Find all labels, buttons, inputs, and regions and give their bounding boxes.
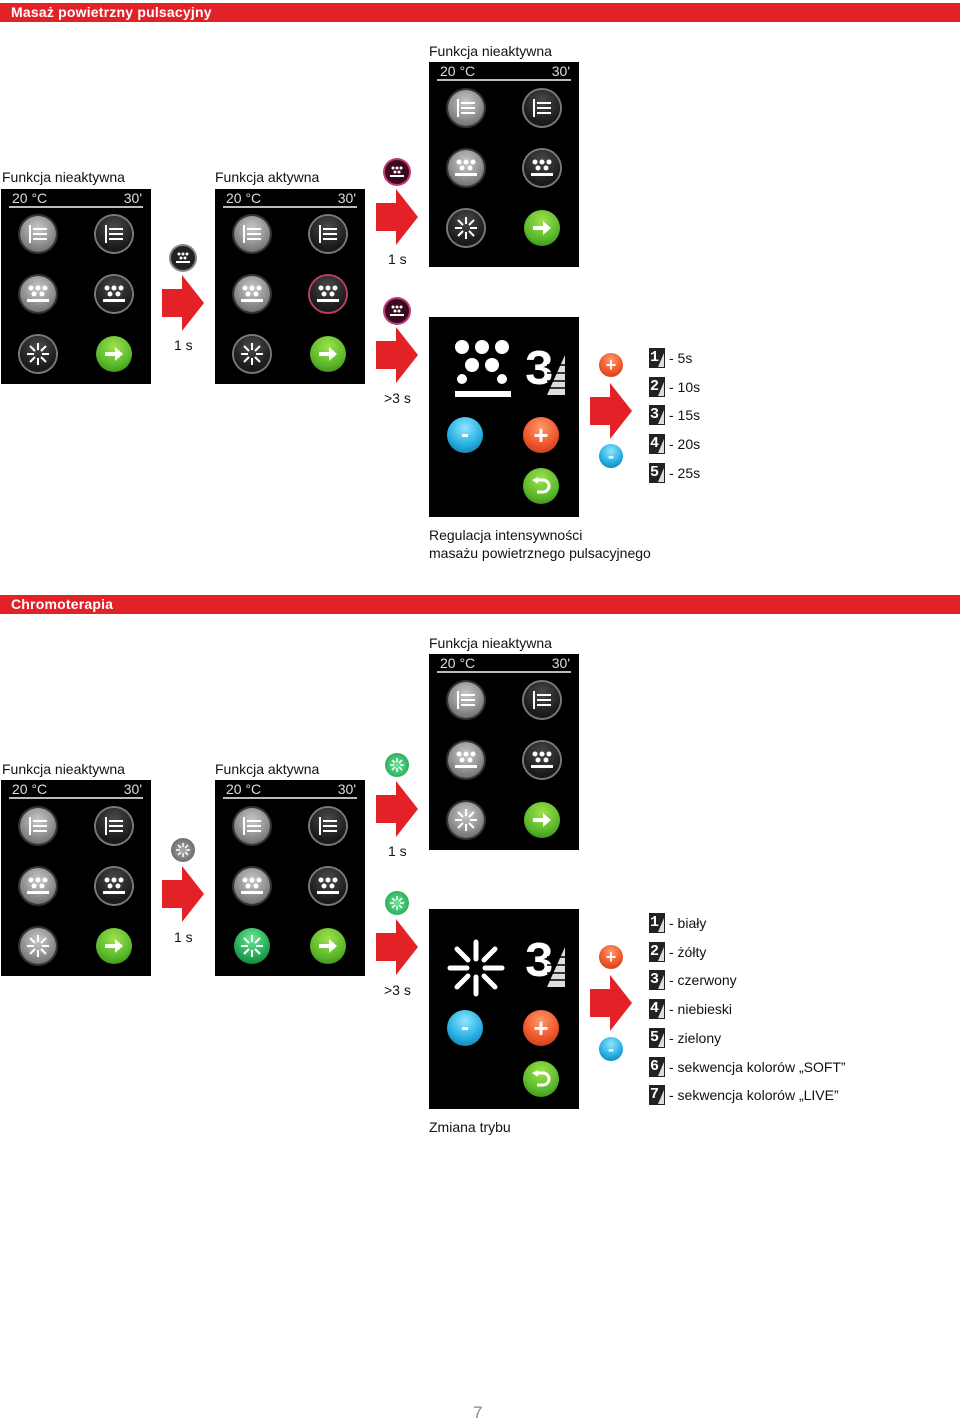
step-duration: 1 s <box>174 929 193 945</box>
minus-icon: - <box>461 421 469 448</box>
panel-header <box>215 780 365 799</box>
header-divider <box>437 671 571 673</box>
waterfall-active-button[interactable] <box>524 682 560 718</box>
legend-text: - niebieski <box>669 1001 733 1018</box>
legend-item <box>649 942 706 962</box>
air-massage-active-button[interactable] <box>524 742 560 778</box>
level-number-icon: 1 <box>649 913 665 933</box>
air-massage-small-active-icon <box>385 299 409 323</box>
light-large-icon <box>447 939 505 997</box>
time-readout: 30' <box>551 63 570 79</box>
light-small-active-icon <box>385 753 409 777</box>
level-number-icon: 3 <box>649 970 665 990</box>
level-number-icon: 2 <box>649 942 665 962</box>
next-button[interactable] <box>310 928 346 964</box>
level-number-icon: 4 <box>649 999 665 1019</box>
panel-label-left: Funkcja nieaktywna <box>2 761 125 777</box>
decrease-button[interactable] <box>447 417 483 453</box>
arrow-right-icon <box>318 938 338 954</box>
legend-item <box>649 377 700 397</box>
air-massage-icon <box>26 876 50 896</box>
panel-label-top: Funkcja nieaktywna <box>429 635 552 651</box>
return-icon <box>531 1070 551 1088</box>
step-duration: 1 s <box>174 337 193 353</box>
light-icon <box>26 342 50 366</box>
waterfall-button[interactable] <box>234 808 270 844</box>
plus-icon: + <box>605 946 617 967</box>
intensity-panel <box>429 317 579 517</box>
time-readout: 30' <box>123 190 142 206</box>
next-button[interactable] <box>96 928 132 964</box>
air-massage-active-button[interactable] <box>524 150 560 186</box>
air-massage-small-active-icon <box>385 160 409 184</box>
legend-text: - biały <box>669 915 707 931</box>
legend-text: - żółty <box>669 943 707 960</box>
air-massage-icon <box>240 284 264 304</box>
legend-text: - 5s <box>669 350 693 366</box>
page-number: 7 <box>473 1403 483 1422</box>
mode-panel <box>429 909 579 1109</box>
legend-item <box>649 1028 721 1048</box>
light-button[interactable] <box>448 210 484 246</box>
waterfall-active-icon <box>531 691 553 709</box>
section-title: Masaż powietrzny pulsacyjny <box>11 4 212 20</box>
light-icon <box>26 934 50 958</box>
level-digit: 3 <box>524 343 555 400</box>
level-number-icon: 5 <box>649 463 665 483</box>
air-massage-icon <box>240 876 264 896</box>
light-button[interactable] <box>448 802 484 838</box>
waterfall-active-icon <box>317 817 339 835</box>
arrow-right-icon <box>376 327 418 383</box>
waterfall-icon <box>27 817 49 835</box>
minus-icon: - <box>608 1038 614 1059</box>
return-icon <box>531 477 551 495</box>
legend-text: - 10s <box>669 378 701 395</box>
light-button[interactable] <box>234 336 270 372</box>
caption-line: masażu powietrznego pulsacyjnego <box>429 545 651 561</box>
arrow-right-icon <box>376 919 418 975</box>
level-number-icon: 4 <box>649 434 665 454</box>
waterfall-active-button[interactable] <box>96 808 132 844</box>
plus-icon: + <box>533 1012 549 1043</box>
light-small-icon <box>171 838 195 862</box>
waterfall-button[interactable] <box>234 216 270 252</box>
arrow-right-icon <box>104 938 124 954</box>
legend-item <box>649 463 700 483</box>
control-panel-top <box>429 654 579 850</box>
waterfall-button[interactable] <box>448 682 484 718</box>
air-massage-icon <box>26 284 50 304</box>
time-readout: 30' <box>551 655 570 671</box>
temperature-readout: 20 °C <box>440 655 476 671</box>
air-massage-button[interactable] <box>234 276 270 312</box>
next-button[interactable] <box>96 336 132 372</box>
air-massage-button[interactable] <box>20 868 56 904</box>
section-header-chromotherapy <box>0 595 960 614</box>
header-divider <box>223 206 357 208</box>
light-button[interactable] <box>20 928 56 964</box>
light-icon <box>240 934 264 958</box>
next-button[interactable] <box>524 802 560 838</box>
header-divider <box>9 206 143 208</box>
legend-text: - czerwony <box>669 972 737 989</box>
waterfall-icon <box>241 817 263 835</box>
panel-header <box>215 189 365 208</box>
waterfall-active-button[interactable] <box>96 216 132 252</box>
step-duration: >3 s <box>384 390 411 406</box>
legend-item <box>649 348 692 368</box>
time-readout: 30' <box>123 781 142 797</box>
air-massage-large-icon <box>453 339 513 399</box>
arrow-right-icon <box>590 975 632 1031</box>
arrow-right-icon <box>162 866 204 922</box>
arrow-right-icon <box>532 220 552 236</box>
arrow-right-icon <box>318 346 338 362</box>
air-massage-active-icon <box>316 876 340 896</box>
back-button[interactable] <box>523 468 559 504</box>
air-massage-active-button[interactable] <box>310 868 346 904</box>
waterfall-active-icon <box>317 225 339 243</box>
temperature-readout: 20 °C <box>12 190 48 206</box>
air-massage-active-button[interactable] <box>96 276 132 312</box>
air-massage-active-icon <box>102 876 126 896</box>
waterfall-active-button[interactable] <box>310 216 346 252</box>
step-duration: >3 s <box>384 982 411 998</box>
minus-icon: - <box>608 445 614 466</box>
control-panel-mid <box>215 189 365 384</box>
legend-text: - sekwencja kolorów „LIVE” <box>669 1087 839 1104</box>
level-number-icon: 2 <box>649 377 665 397</box>
waterfall-active-button[interactable] <box>310 808 346 844</box>
waterfall-icon <box>455 99 477 117</box>
legend-item <box>649 1057 846 1077</box>
arrow-right-icon <box>532 812 552 828</box>
plus-icon: + <box>533 419 549 450</box>
time-readout: 30' <box>337 190 356 206</box>
arrow-right-icon <box>590 383 632 439</box>
air-massage-button[interactable] <box>20 276 56 312</box>
panel-header <box>429 62 579 81</box>
waterfall-active-icon <box>103 225 125 243</box>
level-number-icon: 6 <box>649 1057 665 1077</box>
control-panel-left <box>1 780 151 976</box>
temperature-readout: 20 °C <box>440 63 476 79</box>
minus-small-button <box>599 444 623 468</box>
light-icon <box>240 342 264 366</box>
waterfall-icon <box>455 691 477 709</box>
next-button[interactable] <box>524 210 560 246</box>
arrow-right-icon <box>104 346 124 362</box>
header-divider <box>9 797 143 799</box>
waterfall-button[interactable] <box>20 808 56 844</box>
level-number-icon: 1 <box>649 348 665 368</box>
arrow-right-icon <box>162 275 204 331</box>
air-massage-small-icon <box>171 246 195 270</box>
light-icon <box>454 808 478 832</box>
decrease-button[interactable] <box>447 1010 483 1046</box>
temperature-readout: 20 °C <box>226 781 262 797</box>
caption-line: Regulacja intensywności <box>429 527 583 543</box>
control-panel-left <box>1 189 151 384</box>
plus-icon: + <box>605 354 617 375</box>
panel-label-left: Funkcja nieaktywna <box>2 169 125 185</box>
light-active-button[interactable] <box>234 928 270 964</box>
legend-text: - 20s <box>669 436 701 453</box>
panel-label-mid: Funkcja aktywna <box>215 169 320 185</box>
level-scale-icon <box>547 947 565 987</box>
legend-item <box>649 1085 839 1105</box>
air-massage-active-button[interactable] <box>310 276 346 312</box>
temperature-readout: 20 °C <box>226 190 262 206</box>
minus-small-button <box>599 1037 623 1061</box>
waterfall-button[interactable] <box>448 90 484 126</box>
level-digit: 3 <box>524 935 555 992</box>
next-button[interactable] <box>310 336 346 372</box>
light-small-active-icon <box>385 891 409 915</box>
light-button[interactable] <box>20 336 56 372</box>
air-massage-active-icon <box>530 158 554 178</box>
air-massage-icon <box>454 750 478 770</box>
level-number-icon: 7 <box>649 1085 665 1105</box>
arrow-right-icon <box>376 189 418 245</box>
increase-button[interactable] <box>523 1010 559 1046</box>
control-panel-mid <box>215 780 365 976</box>
panel-header <box>1 189 151 208</box>
control-panel-top <box>429 62 579 267</box>
air-massage-button[interactable] <box>234 868 270 904</box>
legend-item <box>649 405 700 425</box>
legend-item <box>649 999 732 1019</box>
header-divider <box>437 79 571 81</box>
panel-label-top: Funkcja nieaktywna <box>429 43 552 59</box>
temperature-readout: 20 °C <box>12 781 48 797</box>
header-divider <box>223 797 357 799</box>
legend-text: - sekwencja kolorów „SOFT” <box>669 1058 846 1075</box>
minus-icon: - <box>461 1014 469 1041</box>
back-button[interactable] <box>523 1061 559 1097</box>
air-massage-active-icon <box>102 284 126 304</box>
step-duration: 1 s <box>388 251 407 267</box>
caption-line: Zmiana trybu <box>429 1119 511 1135</box>
step-duration: 1 s <box>388 843 407 859</box>
waterfall-active-button[interactable] <box>524 90 560 126</box>
arrow-right-icon <box>376 781 418 837</box>
legend-item <box>649 970 737 990</box>
time-readout: 30' <box>337 781 356 797</box>
air-massage-active-icon <box>316 284 340 304</box>
legend-text: - 25s <box>669 464 701 481</box>
waterfall-button[interactable] <box>20 216 56 252</box>
legend-text: - zielony <box>669 1029 722 1046</box>
waterfall-active-icon <box>531 99 553 117</box>
air-massage-active-button[interactable] <box>96 868 132 904</box>
air-massage-button[interactable] <box>448 742 484 778</box>
legend-item <box>649 913 706 933</box>
increase-button[interactable] <box>523 417 559 453</box>
panel-header <box>1 780 151 799</box>
plus-small-button <box>599 945 623 969</box>
panel-header <box>429 654 579 673</box>
level-number-icon: 3 <box>649 405 665 425</box>
legend-item <box>649 434 700 454</box>
panel-label-mid: Funkcja aktywna <box>215 761 320 777</box>
waterfall-icon <box>241 225 263 243</box>
level-number-icon: 5 <box>649 1028 665 1048</box>
legend-text: - 15s <box>669 407 701 424</box>
air-massage-icon <box>454 158 478 178</box>
section-title: Chromoterapia <box>11 596 114 612</box>
waterfall-active-icon <box>103 817 125 835</box>
section-header-air-massage <box>0 3 960 22</box>
air-massage-active-icon <box>530 750 554 770</box>
light-icon <box>454 216 478 240</box>
waterfall-icon <box>27 225 49 243</box>
level-scale-icon <box>547 355 565 395</box>
air-massage-button[interactable] <box>448 150 484 186</box>
plus-small-button <box>599 353 623 377</box>
